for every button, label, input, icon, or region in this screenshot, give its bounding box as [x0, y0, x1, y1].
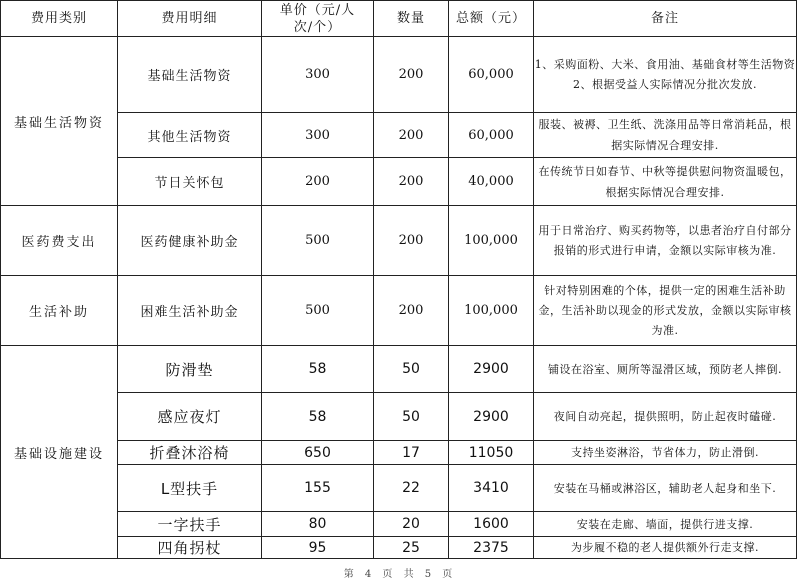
- category-cell-basic-supplies: 基础生活物资: [1, 37, 118, 206]
- header-detail: 费用明细: [118, 1, 262, 37]
- remark-cell: 针对特别困难的个体，提供一定的困难生活补助金，生活补助以现金的形式发放，金额以实际审核为准.: [534, 276, 797, 346]
- remark-cell: 用于日常治疗、购买药物等，以患者治疗自付部分报销的形式进行申请，金额以实际审核为准.: [534, 206, 797, 276]
- quantity-cell: 50: [374, 393, 449, 441]
- detail-cell: 感应夜灯: [118, 393, 262, 441]
- table-row: [1, 276, 797, 346]
- detail-cell: 节日关怀包: [118, 158, 262, 206]
- quantity-cell: 25: [374, 537, 449, 559]
- table-row: [1, 537, 797, 559]
- total-cell: 100,000: [449, 206, 534, 276]
- detail-cell: L型扶手: [118, 465, 262, 512]
- total-cell: 1600: [449, 512, 534, 537]
- table-row: [1, 441, 797, 465]
- total-cell: 3410: [449, 465, 534, 512]
- total-cell: 11050: [449, 441, 534, 465]
- header-remarks: 备注: [534, 1, 797, 37]
- unit-price-cell: 80: [262, 512, 374, 537]
- total-cell: 60,000: [449, 37, 534, 113]
- total-cell: 60,000: [449, 113, 534, 158]
- table-row: [1, 346, 797, 393]
- table-row: [1, 206, 797, 276]
- detail-cell: 折叠沐浴椅: [118, 441, 262, 465]
- detail-cell: 困难生活补助金: [118, 276, 262, 346]
- quantity-cell: 200: [374, 113, 449, 158]
- unit-price-cell: 58: [262, 346, 374, 393]
- total-cell: 100,000: [449, 276, 534, 346]
- detail-cell: 一字扶手: [118, 512, 262, 537]
- remark-cell: 在传统节日如春节、中秋等提供慰问物资温暖包，根据实际情况合理安排.: [534, 158, 797, 206]
- quantity-cell: 200: [374, 206, 449, 276]
- quantity-cell: 200: [374, 158, 449, 206]
- header-total: 总额（元）: [449, 1, 534, 37]
- quantity-cell: 200: [374, 37, 449, 113]
- remark-cell: 服装、被褥、卫生纸、洗涤用品等日常消耗品，根据实际情况合理安排.: [534, 113, 797, 158]
- unit-price-cell: 300: [262, 113, 374, 158]
- table-row: [1, 512, 797, 537]
- header-unit-price: 单价（元/人次/个）: [262, 1, 374, 37]
- table-row: [1, 37, 797, 113]
- unit-price-cell: 95: [262, 537, 374, 559]
- detail-cell: 医药健康补助金: [118, 206, 262, 276]
- detail-cell: 其他生活物资: [118, 113, 262, 158]
- detail-cell: 基础生活物资: [118, 37, 262, 113]
- unit-price-cell: 500: [262, 276, 374, 346]
- remark-cell: 支持坐姿淋浴，节省体力，防止滑倒.: [534, 441, 797, 465]
- quantity-cell: 50: [374, 346, 449, 393]
- unit-price-cell: 500: [262, 206, 374, 276]
- header-quantity: 数量: [374, 1, 449, 37]
- unit-price-cell: 650: [262, 441, 374, 465]
- detail-cell: 四角拐杖: [118, 537, 262, 559]
- page-footer: 第 4 页 共 5 页: [343, 569, 457, 580]
- table-row: [1, 393, 797, 441]
- remark-cell: 1、采购面粉、大米、食用油、基础食材等生活物资 2、根据受益人实际情况分批次发放.: [534, 37, 797, 113]
- unit-price-cell: 58: [262, 393, 374, 441]
- header-row: [1, 1, 797, 37]
- remark-cell: 夜间自动亮起，提供照明，防止起夜时磕碰.: [534, 393, 797, 441]
- quantity-cell: 17: [374, 441, 449, 465]
- remark-cell: 安装在马桶或淋浴区，辅助老人起身和坐下.: [534, 465, 797, 512]
- table-row: [1, 465, 797, 512]
- table-row: [1, 158, 797, 206]
- total-cell: 2900: [449, 393, 534, 441]
- quantity-cell: 200: [374, 276, 449, 346]
- remark-cell: 为步履不稳的老人提供额外行走支撑.: [534, 537, 797, 559]
- category-cell-facility: 基础设施建设: [1, 346, 118, 559]
- total-cell: 40,000: [449, 158, 534, 206]
- total-cell: 2375: [449, 537, 534, 559]
- quantity-cell: 22: [374, 465, 449, 512]
- category-cell-medical: 医药费支出: [1, 206, 118, 276]
- unit-price-cell: 155: [262, 465, 374, 512]
- unit-price-cell: 200: [262, 158, 374, 206]
- detail-cell: 防滑垫: [118, 346, 262, 393]
- remark-cell: 铺设在浴室、厕所等湿滑区域，预防老人摔倒.: [534, 346, 797, 393]
- category-cell-living-subsidy: 生活补助: [1, 276, 118, 346]
- remark-cell: 安装在走廊、墙面，提供行进支撑.: [534, 512, 797, 537]
- header-category: 费用类别: [1, 1, 118, 37]
- quantity-cell: 20: [374, 512, 449, 537]
- unit-price-cell: 300: [262, 37, 374, 113]
- total-cell: 2900: [449, 346, 534, 393]
- table-row: [1, 113, 797, 158]
